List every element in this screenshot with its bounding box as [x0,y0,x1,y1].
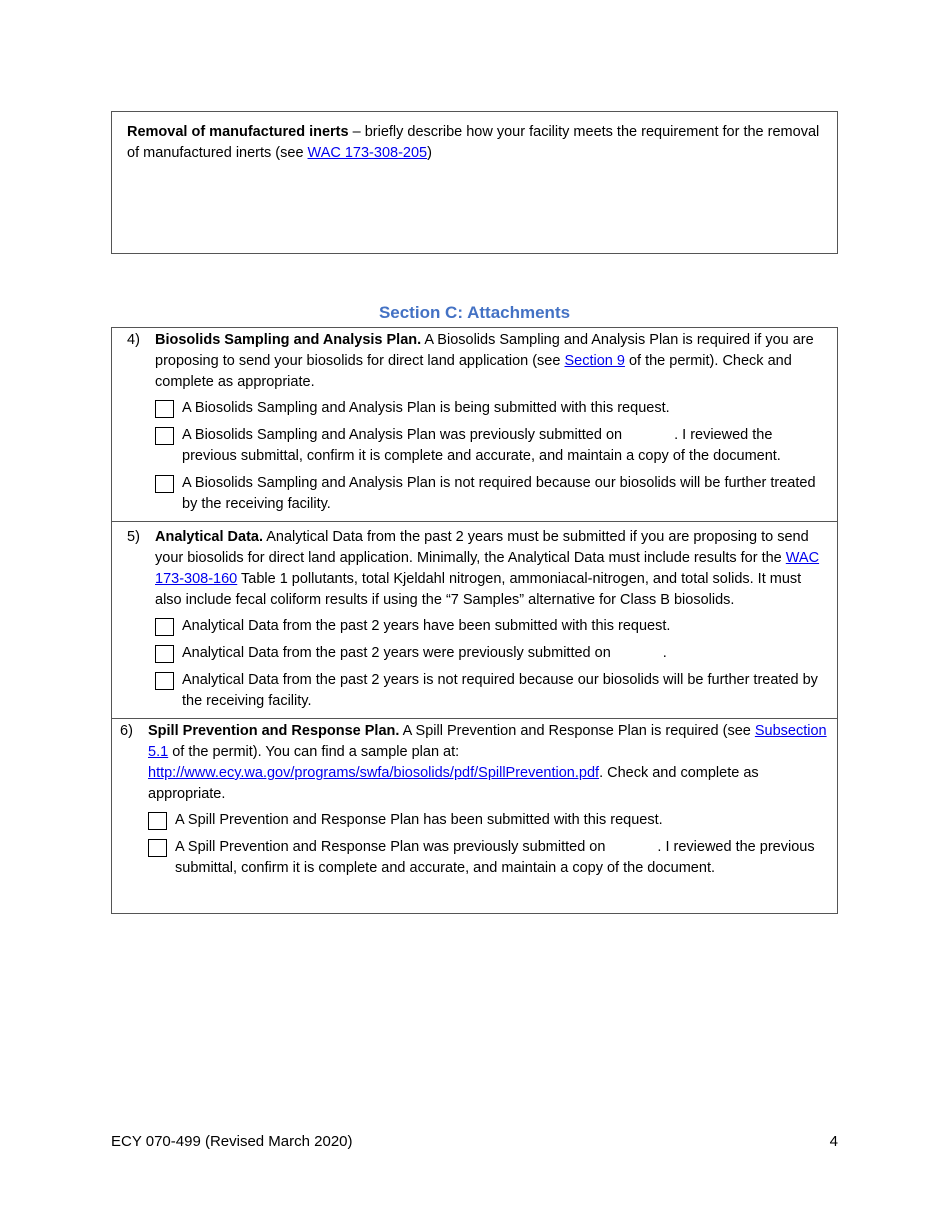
item-6-option-2-label-end: . I reviewed the previous submittal, confirm it is complete and accurate, and maintain a copy of the document. [175,839,815,876]
item-4-text-end: of the permit). Check and complete as appropriate. [155,353,792,390]
item-4-option-2-label-end: . I reviewed the previous submittal, confirm it is complete and accurate, and maintain a copy of the document. [182,427,781,464]
item-5-option-2-label: Analytical Data from the past 2 years were previously submitted on [182,645,611,661]
section-title: Section C: Attachments [378,303,571,322]
item-4-option-1-checkbox[interactable] [155,400,174,418]
subsection-5-1-link[interactable]: Subsection 5.1 [148,723,827,760]
item-5-option-2-label-end: . [662,645,667,661]
form-id: ECY 070-499 (Revised March 2020) [111,1133,353,1150]
item-6-text-mid: of the permit). You can find a sample plan at: [168,744,460,760]
item-6-option-2-checkbox[interactable] [148,839,167,857]
item-4-option-2-label: A Biosolids Sampling and Analysis Plan was previously submitted on [182,427,623,443]
inerts-textbox[interactable] [111,111,838,254]
section-9-link[interactable]: Section 9 [564,353,625,369]
item-number: 5) [127,529,140,545]
item-4-heading: Biosolids Sampling and Analysis Plan. [155,332,422,348]
item-4-option-1 [155,398,827,419]
item-6-option-1-label: A Spill Prevention and Response Plan has been submitted with this request. [175,812,663,828]
item-6-option-1-checkbox[interactable] [148,812,167,830]
item-6-text: A Spill Prevention and Response Plan is required (see [399,723,755,739]
item-5-option-3-checkbox[interactable] [155,672,174,690]
inerts-text: – briefly describe how your facility meets the requirement for the removal of manufactured inerts (see [127,124,820,161]
item-5-text-end: Table 1 pollutants, total Kjeldahl nitrogen, ammoniacal-nitrogen, and total solids. It must also include fecal coliform results if using the “7 Samples” alternative for Class B biosolids. [155,571,802,608]
page-number: 4 [829,1133,838,1150]
item-4-option-1-label: A Biosolids Sampling and Analysis Plan is being submitted with this request. [182,400,670,416]
item-5-option-2 [155,643,827,664]
item-5-description [155,527,827,611]
wac-205-link[interactable]: WAC 173-308-205 [307,145,428,161]
item-6-option-2 [148,837,827,879]
item-5-option-1-checkbox[interactable] [155,618,174,636]
item-5-option-2-checkbox[interactable] [155,645,174,663]
item-6-text-end: . Check and complete as appropriate. [148,765,759,802]
item-5-option-3-label: Analytical Data from the past 2 years is not required because our biosolids will be further treated by the receiving facility. [182,672,818,709]
inerts-text-end: ) [427,145,432,161]
item-4-option-3 [155,473,827,515]
item-5-text: Analytical Data from the past 2 years must be submitted if you are proposing to send your biosolids for direct land application. Minimally, the Analytical Data must include results for the [155,529,809,566]
item-4-text: A Biosolids Sampling and Analysis Plan is required if you are proposing to send your biosolids for direct land application (see [155,332,814,369]
inerts-paragraph [127,122,822,164]
item-6-option-1 [148,810,827,831]
item-5-heading: Analytical Data. [155,529,263,545]
wac-160-link[interactable]: WAC 173-308-160 [155,550,820,587]
item-6-row [112,718,837,913]
item-5-option-1 [155,616,827,637]
item-5-option-1-label: Analytical Data from the past 2 years have been submitted with this request. [182,618,671,634]
item-number: 6) [120,723,133,739]
item-6-option-2-label: A Spill Prevention and Response Plan was previously submitted on [175,839,606,855]
item-6-heading: Spill Prevention and Response Plan. [148,723,400,739]
item-4-option-2-checkbox[interactable] [155,427,174,445]
attachments-table [111,327,838,914]
spill-prevention-url-link[interactable]: http://www.ecy.wa.gov/programs/swfa/biosolids/pdf/SpillPrevention.pdf [148,765,600,781]
item-number: 4) [127,332,140,348]
item-4-option-3-label: A Biosolids Sampling and Analysis Plan is not required because our biosolids will be further treated by the receiving facility. [182,475,816,512]
item-4-row [112,328,837,521]
item-4-description [155,330,827,393]
item-5-row [112,521,837,718]
item-6-description [148,721,827,805]
item-4-option-2 [155,425,827,467]
item-5-option-3 [155,670,827,712]
inerts-heading: Removal of manufactured inerts [127,124,349,140]
item-4-option-3-checkbox[interactable] [155,475,174,493]
